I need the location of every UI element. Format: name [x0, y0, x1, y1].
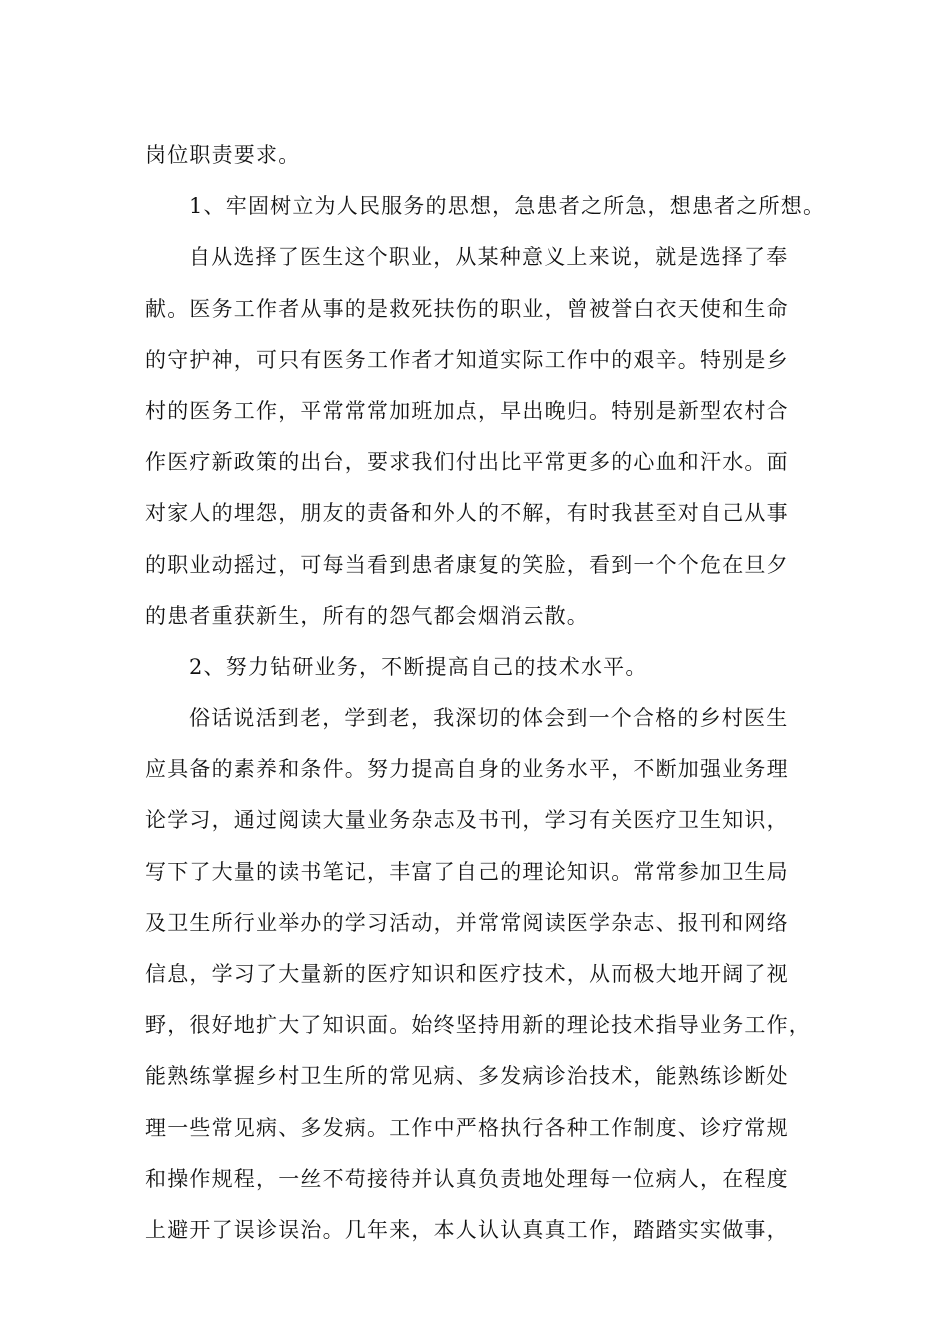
body-text	[145, 130, 825, 1256]
text-line: 俗话说活到老，学到老，我深切的体会到一个合格的乡村医生	[189, 706, 789, 731]
text-line: 能熟练掌握乡村卫生所的常见病、多发病诊治技术，能熟练诊断处	[145, 1064, 789, 1089]
text-line: 上避开了误诊误治。几年来，本人认认真真工作，踏踏实实做事，	[145, 1217, 789, 1242]
text-line: 及卫生所行业举办的学习活动，并常常阅读医学杂志、报刊和网络	[145, 910, 789, 935]
text-line: 应具备的素养和条件。努力提高自身的业务水平，不断加强业务理	[145, 757, 789, 782]
text-line: 理一些常见病、多发病。工作中严格执行各种工作制度、诊疗常规	[145, 1115, 789, 1140]
numbered-heading: 2、努力钻研业务，不断提高自己的技术水平。	[189, 654, 648, 679]
text-line: 的职业动摇过，可每当看到患者康复的笑脸，看到一个个危在旦夕	[145, 552, 789, 577]
numbered-heading: 1、牢固树立为人民服务的思想，急患者之所急，想患者之所想。	[189, 194, 826, 219]
text-line: 野，很好地扩大了知识面。始终坚持用新的理论技术指导业务工作，	[145, 1013, 811, 1038]
text-line: 的守护神，可只有医务工作者才知道实际工作中的艰辛。特别是乡	[145, 347, 789, 372]
text-line: 信息，学习了大量新的医疗知识和医疗技术，从而极大地开阔了视	[145, 962, 789, 986]
text-line: 对家人的埋怨，朋友的责备和外人的不解，有时我甚至对自己从事	[145, 501, 789, 526]
text-line: 村的医务工作，平常常常加班加点，早出晚归。特别是新型农村合	[145, 398, 789, 423]
text-line: 献。医务工作者从事的是救死扶伤的职业，曾被誉白衣天使和生命	[145, 296, 789, 321]
text-line: 自从选择了医生这个职业，从某种意义上来说，就是选择了奉	[189, 245, 789, 270]
text-line: 论学习，通过阅读大量业务杂志及书刊，学习有关医疗卫生知识，	[145, 808, 789, 833]
text-line: 和操作规程，一丝不苟接待并认真负责地处理每一位病人，在程度	[145, 1166, 789, 1191]
text-line: 写下了大量的读书笔记，丰富了自己的理论知识。常常参加卫生局	[145, 859, 789, 884]
text-line: 岗位职责要求。	[145, 143, 301, 167]
text-line: 的患者重获新生，所有的怨气都会烟消云散。	[145, 603, 589, 628]
text-line: 作医疗新政策的出台，要求我们付出比平常更多的心血和汗水。面	[145, 450, 789, 475]
